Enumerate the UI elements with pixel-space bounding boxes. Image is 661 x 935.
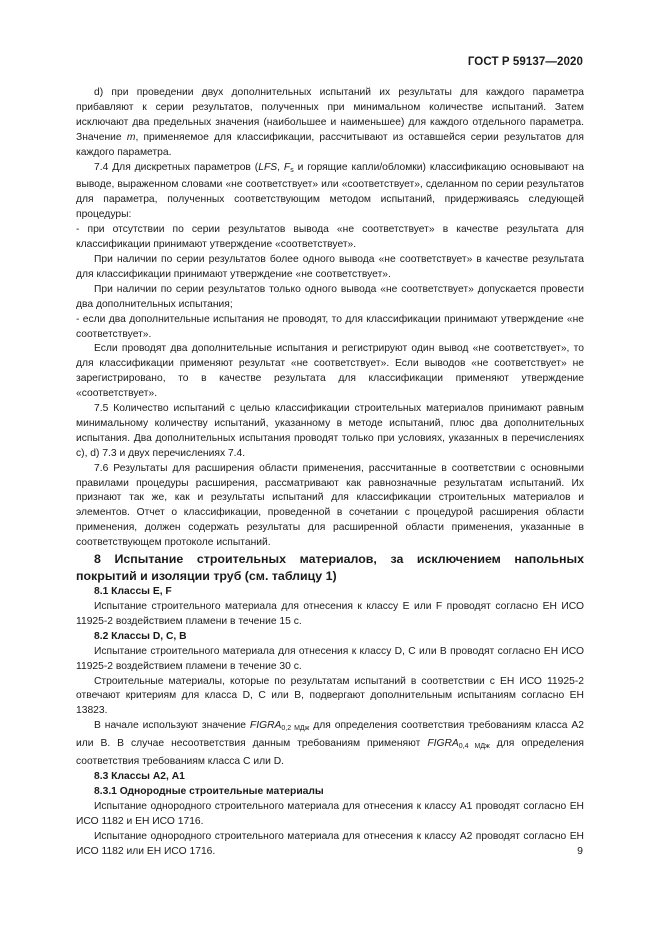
heading-8-1: 8.1 Классы E, F [94,586,172,598]
standard-code: ГОСТ Р 59137—2020 [467,56,583,68]
paragraph-only-one: При наличии по серии результатов только одного вывода «не соответствует» допускается провести два дополнительных испытания; [76,283,584,310]
heading-8-2: 8.2 Классы D, C, B [94,630,187,642]
document-body [76,86,584,859]
page-number: 9 [577,845,583,857]
heading-8-3: 8.3 Классы А2, А1 [94,770,185,782]
paragraph-8-2-a: Испытание строительного материала для отнесения к классу D, C или B проводят согласно ЕН ИСО 11925-2 воздействием пламени в течение 30 с. [76,645,584,672]
paragraph-if-two: Если проводят два дополнительные испытания и регистрируют один вывод «не соответствует», то для классификации применяют результат «не соответствует». Если выводов «не соответствует» не зарегистрировано, то в качестве результата для классификации применяют утверждение «соответствует». [76,343,584,400]
paragraph-8-3-1-b: Испытание однородного строительного материала для отнесения к классу A2 проводят согласно ЕН ИСО 1182 или ЕН ИСО 1716. [76,830,584,857]
paragraph-dash-1: - при отсутствии по серии результатов вывода «не соответствует» в качестве результата для классификации принимают утверждение «соответствует». [76,224,584,251]
paragraph-7-3-d: d) при проведении двух дополнительных испытаний их результаты для каждого параметра прибавляют к серии результатов, полученных при минимальном количестве испытаний. Затем исключают два предельных значения (наибольшее и наименьшее) для каждого отдельного параметра. Значение m, применяемое для классификации, рассчитывают из оставшейся серии результатов для каждого параметра. [76,87,584,158]
paragraph-7-5: 7.5 Количество испытаний с целью классификации строительных материалов принимают равным минимальному количеству испытаний, указанному в методе испытаний, плюс два дополнительных испытания. Два дополнительных испытания проводят только при условиях, указанных в перечислениях с), d) 7.3 и двух перечислениях 7.4. [76,403,584,459]
paragraph-more-than-one: При наличии по серии результатов более одного вывода «не соответствует» в качестве результата для классификации принимают утверждение «не соответствует». [76,253,584,280]
paragraph-8-3-1-a: Испытание однородного строительного материала для отнесения к классу A1 проводят согласно ЕН ИСО 1182 и ЕН ИСО 1716. [76,800,584,827]
heading-8-3-1: 8.3.1 Однородные строительные материалы [94,785,324,797]
section-8-heading: 8 Испытание строительных материалов, за исключением напольных покрытий и изоляции труб (см. таблицу 1) [76,552,584,584]
paragraph-7-6: 7.6 Результаты для расширения области применения, рассчитанные в соответствии с основными правилами процедуры расширения, рассматривают как равнозначные результатам испытаний. Их признают так же, как и результаты испытаний для классификации строительных материалов и элементов. Отчет о классификации, проведенной в сочетании с процедурой расширения области применения, должен содержать результаты для расширенной области применения, указанные в соответствующем протоколе испытаний. [76,462,584,549]
paragraph-dash-2: - если два дополнительные испытания не проводят, то для классификации принимают утверждение «не соответствует». [76,313,584,340]
paragraph-8-2-c: В начале используют значение $FIGRA_{0,2 МДж}$ для определения соответствия требованиям класса A2 или B. В случае несоответствия данным требованиям применяют $FIGRA_{0,4 МДж}$ для определения соответствия требованиям класса C или D. [76,720,584,768]
paragraph-8-2-b: Строительные материалы, которые по результатам испытаний в соответствии с ЕН ИСО 11925-2 отвечают критериям для класса D, C или B, подвергают дополнительным испытаниям согласно ЕН 13823. [76,675,584,717]
paragraph-8-1: Испытание строительного материала для отнесения к классу E или F проводят согласно ЕН ИСО 11925-2 воздействием пламени в течение 15 с. [76,601,584,627]
paragraph-7-4: 7.4 Для дискретных параметров (LFS, $F_s$ и горящие капли/обломки) классификацию основывают на выводе, выраженном словами «не соответствует» или «соответствует», сделанном по серии результатов для параметра, полученных соответствующим методом испытаний, придерживаясь следующей процедуры: [76,161,584,221]
